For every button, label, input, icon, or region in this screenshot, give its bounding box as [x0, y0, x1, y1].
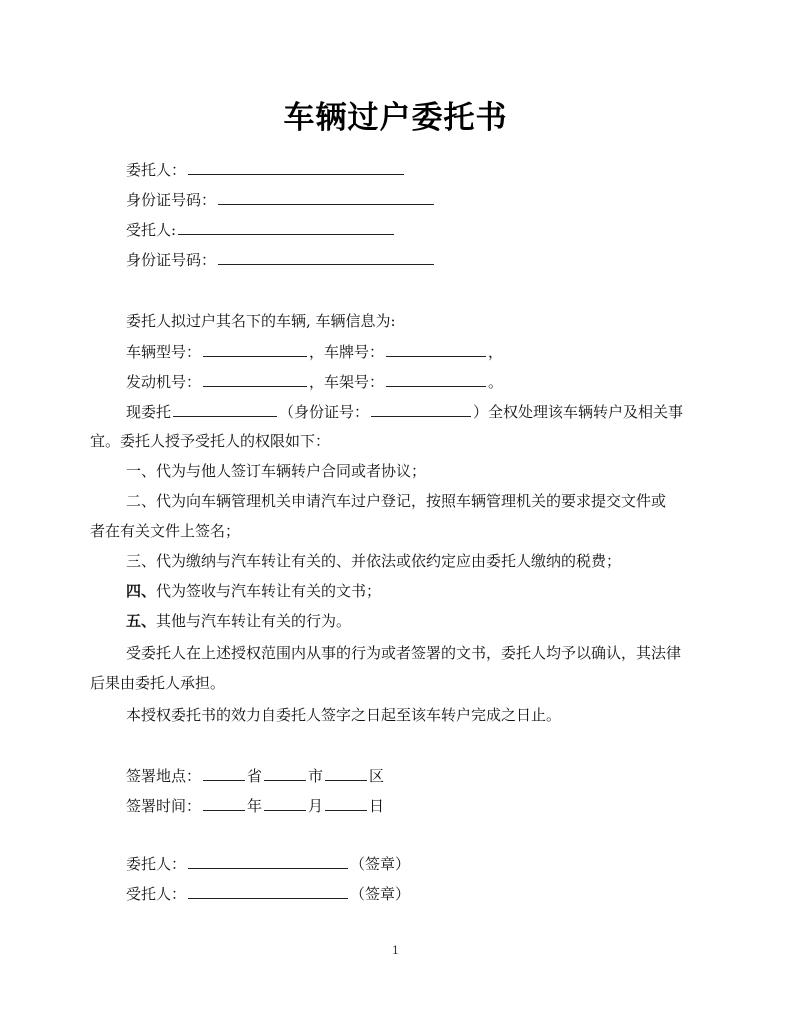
agent-signature-line	[126, 882, 410, 905]
principal-signature-label: 委托人：	[126, 855, 187, 873]
month-label: 月	[308, 797, 324, 815]
frame-blank[interactable]	[386, 370, 486, 387]
engine-blank[interactable]	[203, 370, 307, 387]
frame-end: 。	[488, 373, 504, 391]
power-5-number: 五、	[126, 612, 157, 630]
signing-place-label: 签署地点：	[126, 767, 202, 785]
page-number: 1	[392, 944, 399, 957]
agent-seal-label: （签章）	[350, 885, 411, 903]
validity-text: 本授权委托书的效力自委托人签字之日起至该车转户完成之日止。	[126, 706, 562, 724]
principal-blank[interactable]	[188, 158, 404, 175]
power-4-text: 代为签收与汽车转让有关的文书；	[156, 582, 382, 600]
power-2-line2: 者在有关文件上签名；	[90, 522, 241, 540]
signing-place-line	[126, 764, 384, 787]
principal-id-blank[interactable]	[218, 188, 434, 205]
signing-time-line	[126, 794, 384, 817]
principal-id-label: 身份证号码：	[126, 191, 217, 209]
city-label: 市	[308, 767, 324, 785]
power-3: 三、代为缴纳与汽车转让有关的、并依法或依约定应由委托人缴纳的税费；	[126, 552, 622, 570]
year-blank[interactable]	[203, 794, 245, 811]
confirm-line-2: 后果由委托人承担。	[90, 674, 226, 692]
delegate-id-label: （身份证号：	[279, 403, 370, 421]
day-label: 日	[369, 797, 385, 815]
agent-signature-label: 受托人：	[126, 885, 187, 903]
district-label: 区	[369, 767, 385, 785]
year-label: 年	[247, 797, 263, 815]
principal-id-field	[126, 188, 436, 211]
delegate-id-blank[interactable]	[371, 400, 471, 417]
confirm-line-1: 受委托人在上述授权范围内从事的行为或者签署的文书，委托人均予以确认，其法律	[126, 644, 682, 662]
frame-label: ，车架号：	[309, 373, 385, 391]
agent-signature-blank[interactable]	[188, 882, 348, 899]
province-label: 省	[247, 767, 263, 785]
power-1: 一、代为与他人签订车辆转户合同或者协议；	[126, 462, 427, 480]
vehicle-model-line	[126, 340, 503, 363]
agent-id-label: 身份证号码：	[126, 251, 217, 269]
day-blank[interactable]	[325, 794, 367, 811]
power-4-number: 四、	[126, 582, 157, 600]
delegate-name-blank[interactable]	[173, 400, 277, 417]
agent-id-field	[126, 248, 436, 271]
plate-blank[interactable]	[386, 340, 486, 357]
principal-seal-label: （签章）	[350, 855, 411, 873]
agent-blank[interactable]	[178, 218, 394, 235]
engine-label: 发动机号：	[126, 373, 202, 391]
power-5	[126, 610, 351, 632]
vehicle-engine-line	[126, 370, 503, 393]
month-blank[interactable]	[264, 794, 306, 811]
delegate-suffix: ）全权处理该车辆转户及相关事	[473, 403, 684, 421]
plate-end: ，	[488, 343, 504, 361]
plate-label: ，车牌号：	[309, 343, 385, 361]
power-2-line1: 二、代为向车辆管理机关申请汽车过户登记，按照车辆管理机关的要求提交文件或	[126, 492, 667, 510]
delegate-line-2: 宜。委托人授予受托人的权限如下：	[90, 432, 331, 450]
delegate-prefix: 现委托	[126, 403, 172, 421]
principal-label: 委托人：	[126, 161, 187, 179]
model-blank[interactable]	[203, 340, 307, 357]
city-blank[interactable]	[264, 764, 306, 781]
intro-text: 委托人拟过户其名下的车辆, 车辆信息为:	[126, 312, 396, 330]
document-title: 车辆过户委托书	[283, 100, 508, 136]
province-blank[interactable]	[203, 764, 245, 781]
power-5-text: 其他与汽车转让有关的行为。	[156, 612, 352, 630]
agent-label: 受托人:	[126, 221, 177, 239]
model-label: 车辆型号：	[126, 343, 202, 361]
principal-signature-line	[126, 852, 410, 875]
power-4	[126, 580, 381, 602]
principal-field	[126, 158, 406, 181]
agent-field	[126, 218, 396, 241]
district-blank[interactable]	[325, 764, 367, 781]
agent-id-blank[interactable]	[218, 248, 434, 265]
principal-signature-blank[interactable]	[188, 852, 348, 869]
delegate-line	[126, 400, 683, 423]
signing-time-label: 签署时间：	[126, 797, 202, 815]
